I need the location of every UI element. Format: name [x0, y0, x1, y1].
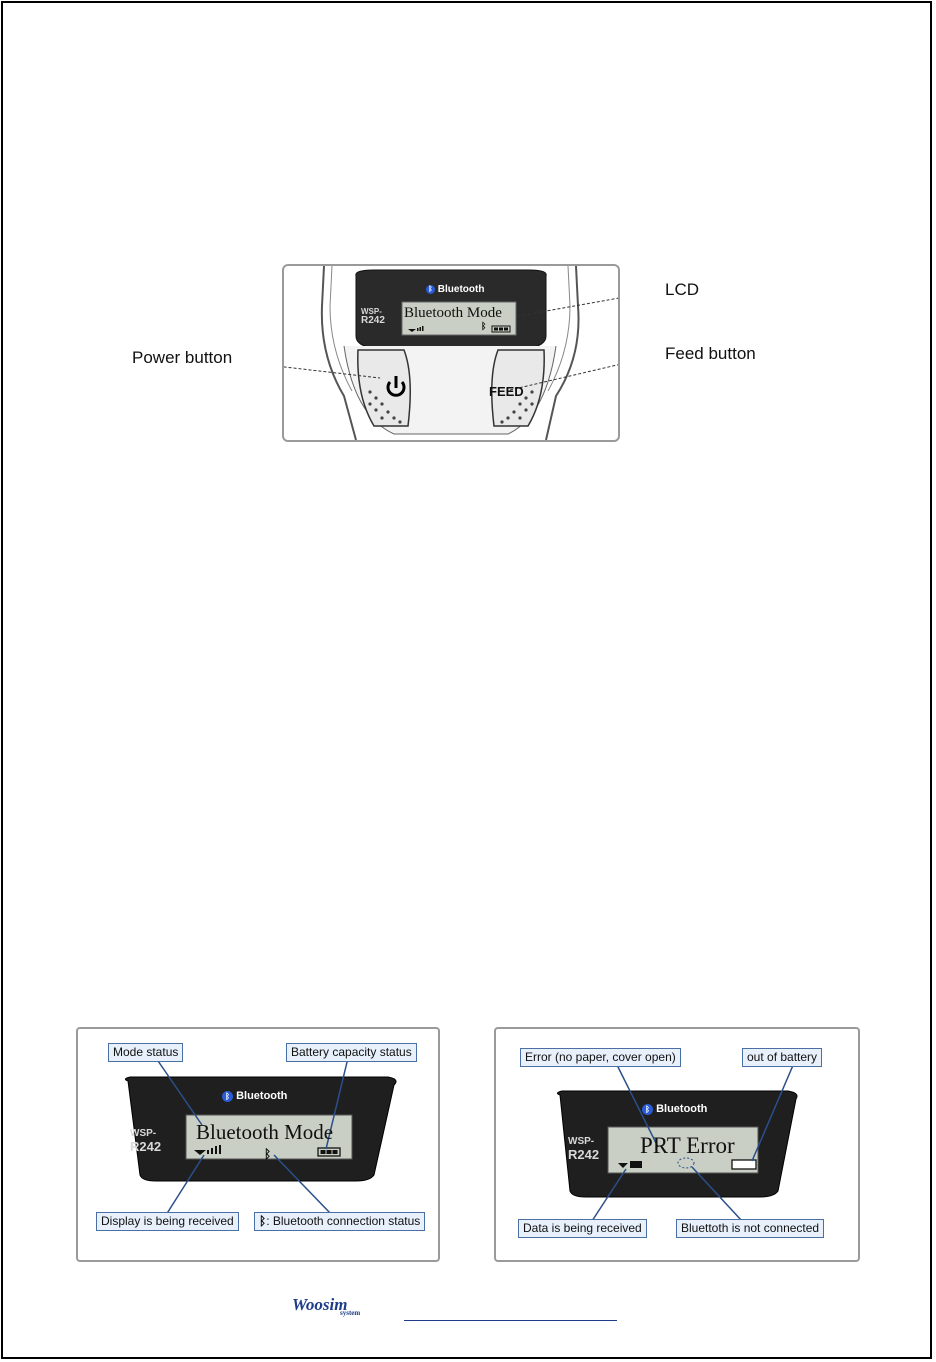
model-line1: WSP- [568, 1136, 595, 1147]
model-line1: WSP- [130, 1128, 157, 1139]
bluetooth-status-icon: ᛒ [481, 321, 487, 331]
lcd-display-text: PRT Error [640, 1133, 735, 1158]
mode-status-tag: Mode status [108, 1043, 183, 1062]
lcd-normal-panel [76, 1027, 440, 1262]
bluetooth-icon: ᛒ [222, 1091, 233, 1102]
model-label [130, 1129, 161, 1153]
bluetooth-icon: ᛒ [642, 1104, 653, 1115]
bluetooth-not-connected-tag: Bluettoth is not connected [676, 1219, 824, 1238]
feed-button-callout: Feed button [665, 344, 756, 363]
footer-rule [404, 1320, 617, 1321]
bluetooth-status-icon: ᛒ [264, 1147, 272, 1161]
out-of-battery-tag: out of battery [742, 1048, 822, 1067]
model-label [361, 308, 385, 327]
bluetooth-icon: ᛒ [426, 285, 435, 294]
bluetooth-logo: ᛒ Bluetooth [642, 1103, 707, 1115]
lcd-display-text: Bluetooth Mode [196, 1120, 334, 1144]
lcd-display-text: Bluetooth Mode [404, 305, 502, 321]
lcd-callout: LCD [665, 280, 700, 299]
model-line2: R242 [568, 1146, 600, 1162]
bluetooth-symbol-icon: ᛒ [259, 1214, 267, 1228]
display-received-tag: Display is being received [96, 1212, 239, 1231]
feed-button-label: FEED [489, 384, 524, 399]
battery-status-tag: Battery capacity status [286, 1043, 417, 1062]
woosim-logo: Woosim system [292, 1295, 361, 1317]
bluetooth-connection-tag: ᛒ: Bluetooth connection status [254, 1212, 425, 1231]
model-line2: R242 [130, 1138, 162, 1154]
model-label [568, 1137, 599, 1161]
bluetooth-logo: ᛒ Bluetooth [222, 1090, 287, 1102]
lcd-error-panel [494, 1027, 860, 1262]
data-received-tag: Data is being received [518, 1219, 647, 1238]
power-button-callout: Power button [132, 348, 233, 367]
model-line1: WSP- [361, 307, 382, 316]
bluetooth-logo: ᛒ Bluetooth [426, 284, 484, 295]
model-line2: R242 [361, 315, 385, 327]
error-tag: Error (no paper, cover open) [520, 1048, 681, 1067]
